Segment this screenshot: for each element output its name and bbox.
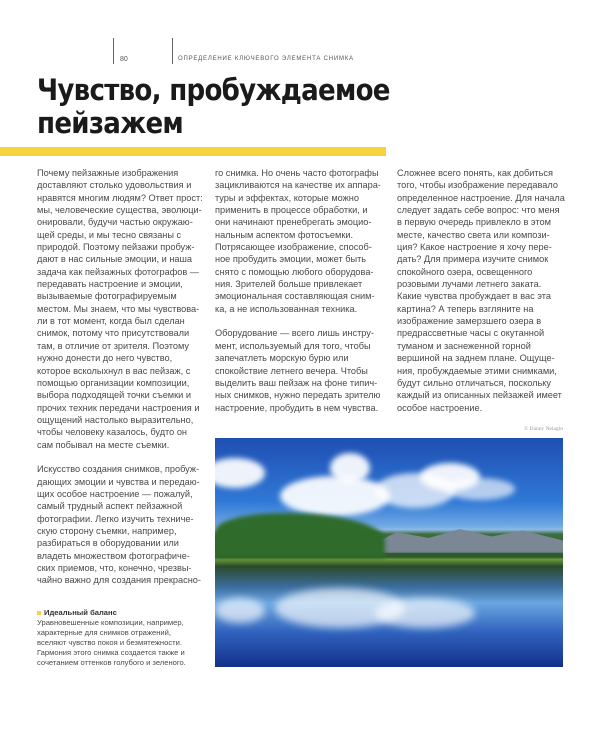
text-line: Какие чувства пробуждает в вас эта xyxy=(397,291,551,302)
text-line: мы, человеческие существа, эволюци- xyxy=(37,205,202,216)
text-column-2 xyxy=(215,167,381,414)
text-line: местом. Мы знаем, что мы чувствова- xyxy=(37,303,200,314)
text-line: спокойного озера, освещенного xyxy=(397,266,533,277)
text-line: передавать настроение и эмоции, xyxy=(37,279,183,290)
text-line: зацикливаются на качестве их аппара- xyxy=(215,180,381,191)
text-line: щей среды, и мы тесно связаны с xyxy=(37,229,182,240)
text-line: помощью организации композиции, xyxy=(37,377,190,388)
text-line: фотографии. Легко изучить техниче- xyxy=(37,513,194,524)
text-line: которое всколыхнул в вас пейзаж, с xyxy=(37,365,191,376)
text-line: ских приемов, что, конечно, чрезвы- xyxy=(37,563,192,573)
text-line: го снимка. Но очень часто фотографы xyxy=(215,168,379,178)
text-line: ния. Зрителей больше привлекает xyxy=(215,279,363,290)
text-line: ния, пробуждаемые этими снимками, xyxy=(397,365,557,376)
text-line: изображение замерзшего озера в xyxy=(397,316,542,327)
text-line: ли в тот момент, когда был сделан xyxy=(37,316,185,327)
text-line: в первую очередь привлекло в этом xyxy=(397,217,551,228)
text-line: Потрясающее изображение, способ- xyxy=(215,242,372,253)
text-line: сам побывал на месте съемки. xyxy=(37,439,170,450)
text-line: задача как пейзажных фотографов — xyxy=(37,266,199,277)
text-line: нужно донести до него чувство, xyxy=(37,353,173,364)
title-line: пейзажем xyxy=(37,106,184,140)
text-line: Искусство создания снимков, пробуж- xyxy=(37,464,200,475)
text-line: ное пробудить эмоции, может быть xyxy=(215,254,367,265)
text-line: будут сильно отличаться, поскольку xyxy=(397,377,552,388)
accent-bar xyxy=(0,147,386,156)
text-line: картина? А теперь взгляните на xyxy=(397,303,534,314)
text-line: дающих эмоции и чувства и передаю- xyxy=(37,476,200,487)
text-line: нравятся многим людям? Ответ прост: xyxy=(37,192,203,203)
text-line: применить в процессе обработки, и xyxy=(215,205,368,216)
caption-line: сочетанием оттенков голубого и зеленого. xyxy=(37,658,186,667)
caption-line: характерные для снимков отражений, xyxy=(37,628,171,637)
text-line: владеть множеством фотографиче- xyxy=(37,550,190,561)
text-line: настроение, пробудить в нем чувства. xyxy=(215,402,379,413)
caption-line: вселяют чувство покоя и безмятежности. xyxy=(37,638,182,647)
photo-credit: © Danny Nelagin xyxy=(523,426,563,432)
text-line: чтобы человеку казалось, будто он xyxy=(37,427,188,438)
text-line: мент, используемый для того, чтобы xyxy=(215,340,371,351)
text-line: Почему пейзажные изображения xyxy=(37,168,179,178)
text-line: предрассветные часы с окутанной xyxy=(397,328,545,339)
bullet-icon xyxy=(37,611,41,615)
text-line: эмоциональная составляющая сним- xyxy=(215,291,375,302)
caption-line: Гармония этого снимка создается также и xyxy=(37,648,185,657)
text-line: следует задать себе вопрос: что меня xyxy=(397,205,560,216)
page-number: 80 xyxy=(120,56,128,63)
text-line: определенное настроение. Для начала xyxy=(397,192,565,203)
text-line: снято с помощью любого оборудова- xyxy=(215,266,374,277)
text-line: они начинают пренебрегать эмоцио- xyxy=(215,217,372,228)
text-line: дать? Для примера изучите снимок xyxy=(397,254,549,265)
text-line: самый трудный аспект пейзажной xyxy=(37,501,183,512)
text-line: выделить ваш пейзаж на фоне типич- xyxy=(215,377,378,388)
text-line: скую сторону съемки, например, xyxy=(37,525,177,536)
text-line: прочих техник передачи настроения и xyxy=(37,402,200,413)
caption-heading: Идеальный баланс xyxy=(44,608,117,617)
text-line: туры и эффектах, которые можно xyxy=(215,192,359,203)
page-title xyxy=(37,74,390,140)
text-line: месте, качество света или компози- xyxy=(397,229,550,240)
text-line: Оборудование — всего лишь инстру- xyxy=(215,328,374,339)
text-line: дают в нас сильные эмоции, и наша xyxy=(37,254,192,265)
text-line: вызываемые фотографируемым xyxy=(37,291,177,302)
text-line: Сложнее всего понять, как добиться xyxy=(397,168,553,178)
text-line: того, чтобы изображение передавало xyxy=(397,180,558,191)
caption-line: Уравновешенные композиции, например, xyxy=(37,618,184,627)
text-line: вершиной на заднем плане. Ощуще- xyxy=(397,353,555,364)
text-line: запечатлеть морскую бурю или xyxy=(215,353,349,364)
text-line: туманом и заснеженной горной xyxy=(397,340,531,351)
text-line: щих особое настроение — пожалуй, xyxy=(37,488,193,499)
text-line: там, в отличие от зрителя. Поэтому xyxy=(37,340,189,351)
title-line: Чувство, пробуждаемое xyxy=(37,73,390,107)
text-line: каждый из описанных пейзажей имеет xyxy=(397,390,562,401)
text-column-3 xyxy=(397,167,565,414)
paragraph-gap xyxy=(215,315,381,327)
header-divider xyxy=(113,38,114,64)
text-line: ных снимков, нужно передать зрителю xyxy=(215,390,381,401)
text-line: ка, а не использованная техника. xyxy=(215,303,358,314)
text-line: выбора подходящей точки съемки и xyxy=(37,390,191,401)
photo-caption xyxy=(37,608,186,668)
text-line: нальным аспектом фотосъемки. xyxy=(215,229,354,240)
text-line: снимок, потому что присутствовали xyxy=(37,328,190,339)
text-line: онировали, будучи частью окружаю- xyxy=(37,217,193,228)
text-line: ция? Какое настроение я хочу пере- xyxy=(397,242,552,253)
paragraph-gap xyxy=(37,451,203,463)
text-line: ощущений настолько выразительно, xyxy=(37,414,194,425)
text-line: спокойствие летнего вечера. Чтобы xyxy=(215,365,368,376)
text-line: чайно важно для создания прекрасно- xyxy=(37,575,201,586)
text-line: природой. Поэтому пейзажи пробуж- xyxy=(37,242,195,253)
text-line: доставляют столько удовольствия и xyxy=(37,180,192,191)
text-line: разбираться в оборудовании или xyxy=(37,538,179,549)
section-title: ОПРЕДЕЛЕНИЕ КЛЮЧЕВОГО ЭЛЕМЕНТА СНИМКА xyxy=(178,56,354,62)
text-line: особое настроение. xyxy=(397,402,483,413)
text-column-1 xyxy=(37,167,203,587)
lake-photo xyxy=(215,438,563,667)
header-divider xyxy=(172,38,173,64)
text-line: розовыми лучами летнего заката. xyxy=(397,279,542,290)
